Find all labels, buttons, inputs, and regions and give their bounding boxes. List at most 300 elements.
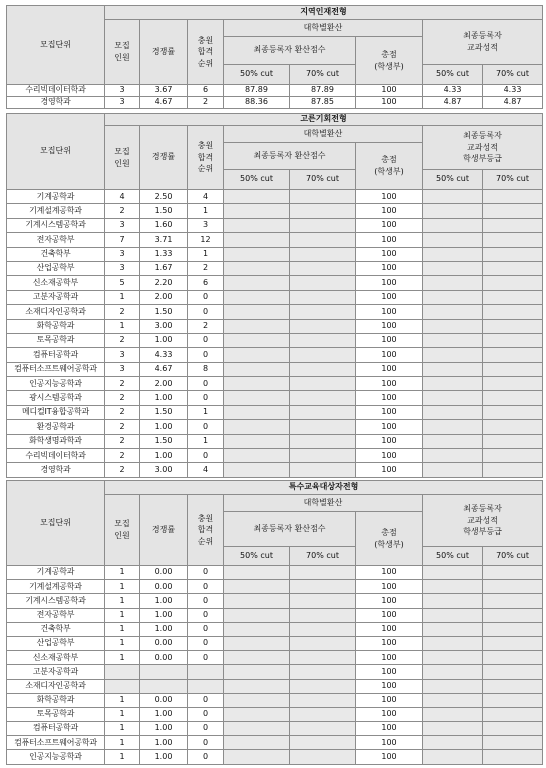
competition-cell: 3.00 [140,319,188,333]
dept-cell: 기계공학과 [7,190,105,204]
table-row [7,233,543,247]
grade-50-cell [423,319,483,333]
table-row [7,362,543,376]
extra-cell: 0 [188,290,224,304]
table-row [7,608,543,622]
extra-header: 충원 합격 순위 [188,126,224,190]
extra-cell: 0 [188,651,224,665]
extra-cell: 3 [188,218,224,232]
score-70-cell [290,420,356,434]
grade-50-cell [423,736,483,750]
score-50-cell [224,449,290,463]
grade-70-cell [483,651,543,665]
extra-cell: 0 [188,377,224,391]
score-50-cell [224,679,290,693]
extra-cell: 0 [188,449,224,463]
grade-70-cell [483,391,543,405]
extra-header: 충원 합격 순위 [188,495,224,566]
extra-cell: 0 [188,333,224,347]
competition-cell: 1.00 [140,722,188,736]
table-row [7,722,543,736]
competition-cell: 1.00 [140,391,188,405]
score-50cut-header: 50% cut [224,65,290,85]
quota-cell: 1 [105,608,140,622]
total-cell: 100 [356,594,423,608]
dept-cell: 컴퓨터소프트웨어공학과 [7,362,105,376]
grade-50-cell [423,665,483,679]
score-50-cell [224,348,290,362]
extra-cell: 0 [188,722,224,736]
total-cell: 100 [356,736,423,750]
grade-50-cell [423,362,483,376]
score-50-cell [224,608,290,622]
competition-cell: 4.67 [140,97,188,109]
grade-70-cell [483,736,543,750]
grade-50-cell [423,636,483,650]
total-cell: 100 [356,377,423,391]
score-70-cell [290,290,356,304]
dept-cell: 인공지능공학과 [7,377,105,391]
extra-cell [188,679,224,693]
score-50-cell [224,319,290,333]
grade-70-cell [483,594,543,608]
grade-70-cell [483,319,543,333]
score-70-cell [290,679,356,693]
extra-cell: 2 [188,319,224,333]
grade-50-cell [423,434,483,448]
score-70-cell [290,707,356,721]
quota-cell: 1 [105,736,140,750]
grade-70-cell [483,722,543,736]
dept-cell: 인공지능공학과 [7,750,105,764]
dept-cell: 건축학부 [7,247,105,261]
total-cell: 100 [356,247,423,261]
extra-cell: 0 [188,580,224,594]
grade-70-cell [483,405,543,419]
score-70-cell: 87.85 [290,97,356,109]
quota-cell: 1 [105,693,140,707]
grade-70cut-header: 70% cut [483,65,543,85]
extra-cell: 0 [188,391,224,405]
total-cell: 100 [356,319,423,333]
dept-header: 모집단위 [7,6,105,85]
total-cell: 100 [356,679,423,693]
total-cell: 100 [356,333,423,347]
competition-cell: 1.50 [140,405,188,419]
dept-cell: 전자공학부 [7,608,105,622]
score-50-cell [224,233,290,247]
table-row [7,651,543,665]
grade-70-cell [483,348,543,362]
univ-conversion-header: 대학별환산 [224,495,423,512]
score-50-cell [224,736,290,750]
score-50-cell [224,218,290,232]
extra-cell: 6 [188,85,224,97]
grade-50-cell: 4.33 [423,85,483,97]
score-70-cell [290,190,356,204]
grade-50-cell [423,693,483,707]
extra-cell [188,665,224,679]
score-50-cell [224,651,290,665]
quota-cell: 3 [105,247,140,261]
competition-cell: 2.20 [140,276,188,290]
competition-cell: 0.00 [140,566,188,580]
dept-cell: 토목공학과 [7,707,105,721]
total-cell: 100 [356,566,423,580]
quota-cell: 1 [105,566,140,580]
score-50cut-header: 50% cut [224,547,290,566]
grade-70-cell: 4.33 [483,85,543,97]
grade-50-cell [423,449,483,463]
final-grade-header: 최종등록자 교과성적 학생부등급 [423,495,543,547]
grade-50-cell [423,190,483,204]
score-50-cell: 87.89 [224,85,290,97]
competition-header: 경쟁률 [140,495,188,566]
score-70-cell [290,693,356,707]
competition-cell: 0.00 [140,580,188,594]
dept-cell: 기계시스템공학과 [7,594,105,608]
dept-cell: 기계설계공학과 [7,580,105,594]
table-row [7,377,543,391]
competition-header: 경쟁률 [140,126,188,190]
grade-50-cell [423,622,483,636]
competition-header: 경쟁률 [140,20,188,85]
dept-cell: 산업공학부 [7,636,105,650]
grade-50-cell [423,608,483,622]
score-50-cell [224,290,290,304]
dept-cell: 컴퓨터소프트웨어공학과 [7,736,105,750]
grade-50-cell [423,420,483,434]
total-cell: 100 [356,434,423,448]
total-cell: 100 [356,750,423,764]
competition-cell: 1.67 [140,261,188,275]
quota-cell: 1 [105,290,140,304]
total-cell: 100 [356,405,423,419]
score-70-cell [290,651,356,665]
dept-cell: 소재디자인공학과 [7,679,105,693]
dept-cell: 고분자공학과 [7,290,105,304]
competition-cell: 1.60 [140,218,188,232]
score-70-cell [290,580,356,594]
table-row [7,276,543,290]
score-50-cell [224,276,290,290]
quota-header: 모집 인원 [105,20,140,85]
extra-cell: 0 [188,750,224,764]
table-row [7,405,543,419]
competition-cell: 2.50 [140,190,188,204]
quota-cell: 3 [105,362,140,376]
score-50-cell [224,722,290,736]
extra-cell: 2 [188,97,224,109]
competition-cell: 1.00 [140,750,188,764]
dept-cell: 산업공학부 [7,261,105,275]
competition-cell: 2.00 [140,377,188,391]
score-50-cell [224,434,290,448]
quota-cell: 1 [105,580,140,594]
competition-cell: 1.00 [140,736,188,750]
grade-50-cell [423,290,483,304]
score-70-cell [290,636,356,650]
table-row [7,204,543,218]
total-cell: 100 [356,290,423,304]
quota-cell: 1 [105,622,140,636]
dept-cell: 건축학부 [7,622,105,636]
competition-cell: 1.50 [140,305,188,319]
table-row [7,580,543,594]
quota-cell: 3 [105,261,140,275]
grade-70-cell [483,566,543,580]
grade-70-cell [483,434,543,448]
extra-cell: 6 [188,276,224,290]
score-50-cell [224,391,290,405]
table-row [7,348,543,362]
extra-cell: 0 [188,420,224,434]
competition-cell: 1.33 [140,247,188,261]
quota-cell: 2 [105,449,140,463]
extra-cell: 0 [188,707,224,721]
score-70-cell [290,377,356,391]
score-70-cell [290,449,356,463]
score-50-cell [224,622,290,636]
table-row [7,736,543,750]
total-cell: 100 [356,276,423,290]
dept-cell: 광시스템공학과 [7,391,105,405]
grade-70-cell [483,622,543,636]
dept-cell: 화학생명과학과 [7,434,105,448]
grade-70-cell [483,420,543,434]
total-cell: 100 [356,622,423,636]
quota-cell: 3 [105,97,140,109]
total-header: 총점 (학생부) [356,512,423,566]
total-cell: 100 [356,190,423,204]
dept-header: 모집단위 [7,481,105,566]
extra-cell: 1 [188,204,224,218]
dept-cell: 전자공학부 [7,233,105,247]
competition-cell: 3.71 [140,233,188,247]
section-title: 고른기회전형 [105,114,543,126]
competition-cell: 0.00 [140,636,188,650]
grade-50-cell [423,377,483,391]
dept-cell: 환경공학과 [7,420,105,434]
table-row [7,750,543,764]
total-cell: 100 [356,85,423,97]
quota-cell: 2 [105,305,140,319]
final-grade-header: 최종등록자 교과성적 학생부등급 [423,126,543,170]
dept-cell: 메디컬IT융합공학과 [7,405,105,419]
grade-70-cell [483,218,543,232]
dept-cell: 수리빅데이터학과 [7,449,105,463]
table-row [7,420,543,434]
score-70-cell [290,391,356,405]
dept-cell: 수리빅데이터학과 [7,85,105,97]
competition-cell: 1.00 [140,622,188,636]
score-70-cell [290,434,356,448]
grade-50-cell [423,750,483,764]
score-70-cell [290,261,356,275]
extra-cell: 4 [188,190,224,204]
table-row [7,190,543,204]
competition-cell: 1.00 [140,333,188,347]
grade-50-cell [423,204,483,218]
competition-cell: 4.33 [140,348,188,362]
quota-cell: 1 [105,722,140,736]
grade-50-cell [423,707,483,721]
score-70-cell [290,204,356,218]
table-row [7,97,543,109]
section-title: 지역인재전형 [105,6,543,20]
final-score-header: 최종등록자 환산점수 [224,143,356,170]
extra-cell: 0 [188,348,224,362]
score-70cut-header: 70% cut [290,170,356,190]
dept-cell: 화학공학과 [7,693,105,707]
dept-cell: 경영학과 [7,97,105,109]
competition-cell: 3.00 [140,463,188,477]
table-row [7,434,543,448]
grade-50-cell [423,305,483,319]
grade-50-cell [423,261,483,275]
quota-cell: 2 [105,377,140,391]
table-row [7,290,543,304]
quota-cell: 3 [105,218,140,232]
score-50-cell [224,707,290,721]
table-row [7,679,543,693]
score-50-cell [224,750,290,764]
grade-50cut-header: 50% cut [423,170,483,190]
univ-conversion-header: 대학별환산 [224,20,423,37]
competition-cell [140,679,188,693]
grade-70-cell [483,233,543,247]
table-row [7,85,543,97]
competition-cell: 0.00 [140,651,188,665]
table-row [7,693,543,707]
score-50-cell [224,333,290,347]
total-cell: 100 [356,463,423,477]
score-50-cell [224,636,290,650]
grade-50-cell [423,722,483,736]
quota-cell: 2 [105,463,140,477]
quota-header: 모집 인원 [105,495,140,566]
score-50-cell [224,580,290,594]
grade-50cut-header: 50% cut [423,65,483,85]
score-70-cell [290,566,356,580]
extra-cell: 0 [188,693,224,707]
final-grade-header: 최종등록자 교과성적 [423,20,543,65]
quota-cell: 2 [105,204,140,218]
score-70-cell [290,736,356,750]
univ-conversion-header: 대학별환산 [224,126,423,143]
extra-cell: 0 [188,736,224,750]
competition-cell: 1.50 [140,434,188,448]
competition-cell: 1.00 [140,594,188,608]
score-70-cell [290,218,356,232]
grade-50-cell [423,276,483,290]
score-70-cell [290,319,356,333]
grade-70-cell [483,463,543,477]
grade-70-cell [483,377,543,391]
score-50-cell [224,362,290,376]
score-70-cell [290,405,356,419]
quota-cell: 3 [105,348,140,362]
score-50-cell [224,204,290,218]
competition-cell: 1.00 [140,608,188,622]
table-row [7,333,543,347]
score-50cut-header: 50% cut [224,170,290,190]
score-70-cell [290,348,356,362]
grade-50-cell [423,233,483,247]
competition-cell: 0.00 [140,693,188,707]
grade-50-cell [423,333,483,347]
competition-cell: 1.00 [140,420,188,434]
total-cell: 100 [356,449,423,463]
grade-50-cell [423,651,483,665]
score-50-cell [224,377,290,391]
score-70-cell [290,333,356,347]
quota-cell: 1 [105,651,140,665]
section-table-regional-talent [6,5,543,109]
dept-cell: 화학공학과 [7,319,105,333]
extra-cell: 1 [188,247,224,261]
total-cell: 100 [356,233,423,247]
dept-cell: 신소재공학부 [7,651,105,665]
grade-50-cell [423,247,483,261]
table-row [7,218,543,232]
total-cell: 100 [356,97,423,109]
dept-cell: 컴퓨터공학과 [7,348,105,362]
score-70-cell: 87.89 [290,85,356,97]
table-row [7,636,543,650]
total-cell: 100 [356,636,423,650]
total-cell: 100 [356,722,423,736]
extra-cell: 0 [188,305,224,319]
score-70-cell [290,608,356,622]
extra-cell: 1 [188,434,224,448]
score-50-cell [224,247,290,261]
quota-cell: 2 [105,391,140,405]
quota-cell: 1 [105,750,140,764]
grade-70-cell [483,679,543,693]
grade-70-cell [483,290,543,304]
score-70-cell [290,276,356,290]
grade-70-cell [483,693,543,707]
grade-70-cell [483,333,543,347]
quota-cell: 4 [105,190,140,204]
score-50-cell [224,594,290,608]
section-title: 특수교육대상자전형 [105,481,543,495]
section-table-equal-opportunity [6,113,543,478]
grade-70-cell [483,608,543,622]
grade-70cut-header: 70% cut [483,170,543,190]
quota-cell: 2 [105,420,140,434]
competition-cell: 1.50 [140,204,188,218]
total-cell: 100 [356,348,423,362]
grade-70-cell [483,449,543,463]
score-50-cell [224,693,290,707]
grade-50-cell [423,679,483,693]
total-cell: 100 [356,261,423,275]
total-cell: 100 [356,305,423,319]
grade-70cut-header: 70% cut [483,547,543,566]
score-50-cell [224,566,290,580]
quota-cell: 2 [105,333,140,347]
extra-cell: 0 [188,566,224,580]
grade-70-cell [483,190,543,204]
score-70-cell [290,665,356,679]
grade-50-cell [423,463,483,477]
score-50-cell [224,405,290,419]
grade-70-cell [483,636,543,650]
extra-cell: 0 [188,608,224,622]
table-row [7,247,543,261]
